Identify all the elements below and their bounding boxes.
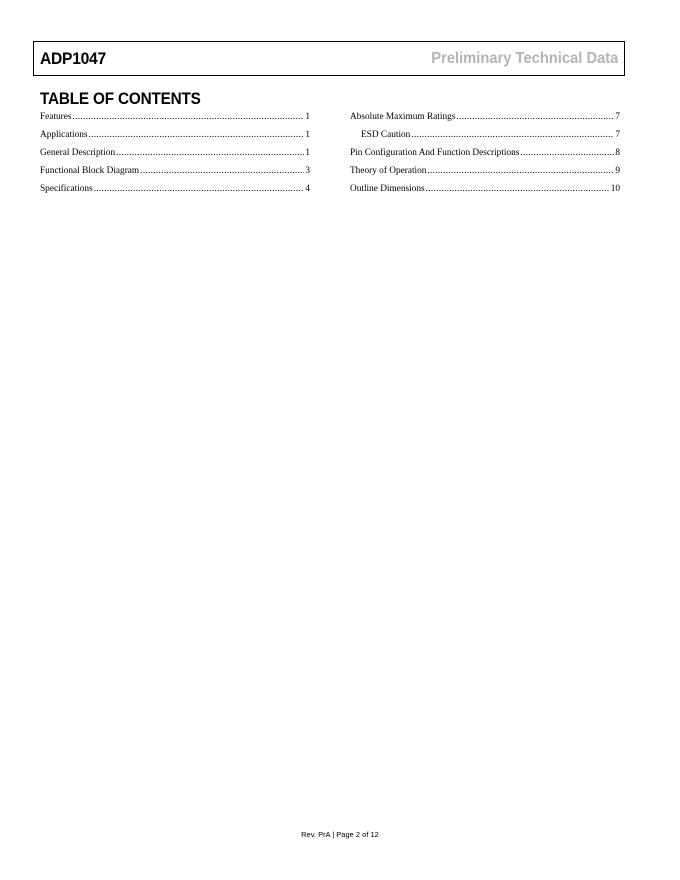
toc-entry-label: Outline Dimensions (350, 184, 425, 194)
toc-heading: TABLE OF CONTENTS (40, 89, 201, 108)
toc-entry-label: ESD Caution (361, 130, 411, 140)
toc-entry-label: Absolute Maximum Ratings (350, 112, 456, 122)
toc-dot-leader (140, 165, 304, 177)
toc-dot-leader (89, 129, 305, 141)
document-status: Preliminary Technical Data (430, 50, 618, 67)
toc-entry-applications[interactable] (40, 129, 310, 147)
toc-dot-leader (94, 183, 305, 195)
toc-entry-label: Pin Configuration And Function Descriptions (350, 148, 520, 158)
toc-dot-leader (73, 111, 305, 123)
toc-page-number: 4 (305, 184, 310, 194)
toc-page-number: 7 (615, 130, 620, 140)
toc-entry-absolute-maximum-ratings[interactable] (350, 111, 620, 129)
toc-dot-leader (520, 147, 614, 159)
toc-entry-features[interactable] (40, 111, 310, 129)
toc-entry-pin-configuration[interactable] (350, 147, 620, 165)
toc-page-number: 7 (615, 112, 620, 122)
toc-page-number: 1 (305, 130, 310, 140)
part-number: ADP1047 (40, 49, 106, 68)
toc-entry-label: Functional Block Diagram (40, 166, 140, 176)
toc-entry-general-description[interactable] (40, 147, 310, 165)
page-header (33, 41, 625, 76)
toc-column-right (350, 111, 620, 201)
toc-page-number: 8 (615, 148, 620, 158)
toc-column-left (40, 111, 310, 201)
toc-entry-outline-dimensions[interactable] (350, 183, 620, 201)
toc-entry-label: Applications (40, 130, 88, 140)
toc-dot-leader (411, 129, 614, 141)
page-footer: Rev. PrA | Page 2 of 12 (301, 830, 379, 839)
toc-page-number: 1 (305, 148, 310, 158)
toc-entry-theory-of-operation[interactable] (350, 165, 620, 183)
toc-page-number: 9 (615, 166, 620, 176)
toc-entry-label: Features (40, 112, 72, 122)
toc-dot-leader (426, 183, 610, 195)
toc-dot-leader (427, 165, 614, 177)
toc-dot-leader (116, 147, 304, 159)
toc-entry-esd-caution[interactable] (350, 129, 620, 147)
toc-entry-label: General Description (40, 148, 116, 158)
toc-page-number: 3 (305, 166, 310, 176)
toc-page-number: 10 (610, 184, 620, 194)
toc-entry-specifications[interactable] (40, 183, 310, 201)
toc-entry-label: Specifications (40, 184, 93, 194)
toc-page-number: 1 (305, 112, 310, 122)
toc-entry-label: Theory of Operation (350, 166, 427, 176)
toc-dot-leader (456, 111, 614, 123)
toc-entry-functional-block-diagram[interactable] (40, 165, 310, 183)
